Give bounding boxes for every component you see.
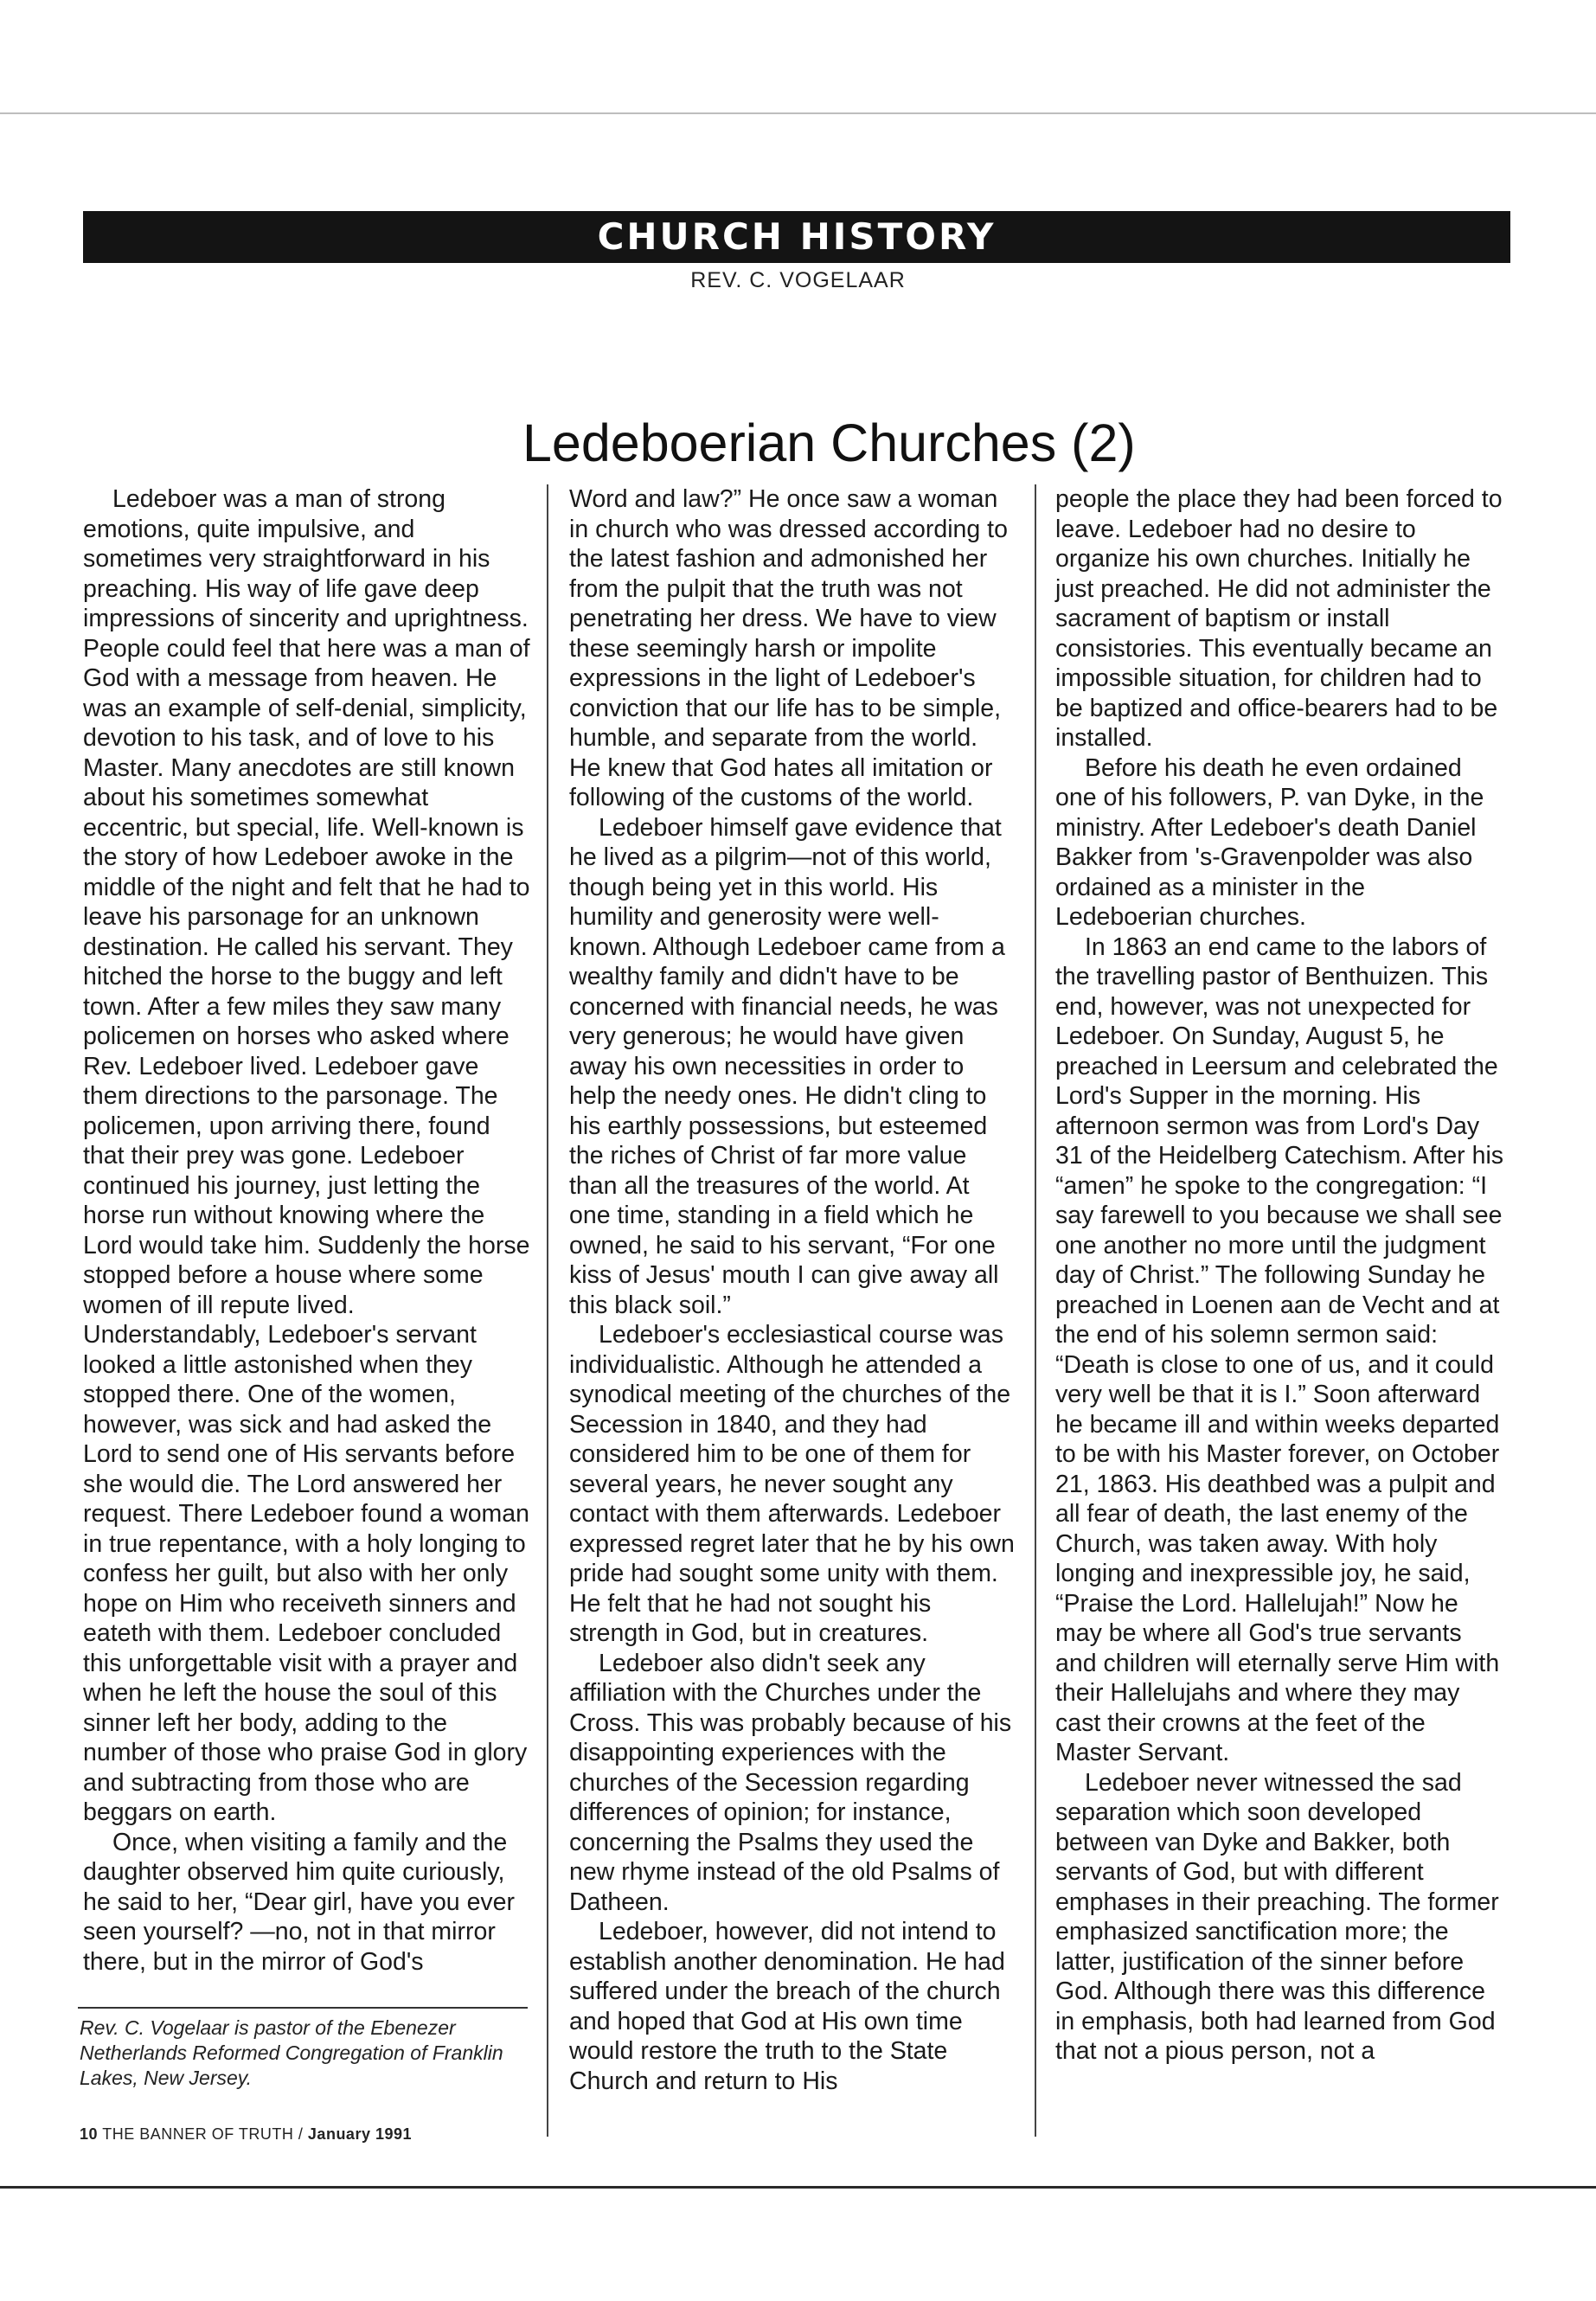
paragraph: Ledeboer's ecclesiastical course was individualistic. Although he attended a synodical meeting of the churches of the Secession in 1840, and they had considered him to be one of them for several years, he never sought any contact with them afterwards. Ledeboer expressed regret later that he by his own pride had sought some unity with them. He felt that he had not sought his strength in God, but in creatures. [569,1321,1015,1647]
page-bottom-border [0,2186,1596,2189]
paragraph: Once, when visiting a family and the daughter observed him quite curiously, he said to her, “Dear girl, have you ever seen yourself? —no, not in that mirror there, but in the mirror of God's [83,1828,516,1976]
article-title: Ledeboerian Churches (2) [522,413,1136,472]
paragraph: Ledeboer also didn't seek any affiliation with the Churches under the Cross. This was probably because of his disappointing experiences with the churches of the Secession regarding differences of opinion; for instance, concerning the Psalms they used the new rhyme instead of the old Psalms of Datheen. [569,1649,1012,1916]
author-note: Rev. C. Vogelaar is pastor of the Ebenezer Netherlands Reformed Congregation of Franklin Lakes, New Jersey. [80,2016,503,2089]
issue-date: January 1991 [307,2125,413,2143]
author-byline: REV. C. VOGELAAR [690,268,906,292]
publication-name: THE BANNER OF TRUTH / [102,2125,304,2143]
column-divider [1035,484,1036,2137]
article-column-3 [1055,484,1505,2067]
section-title: CHURCH HISTORY [597,215,997,258]
paragraph: Ledeboer was a man of strong emotions, quite impulsive, and sometimes very straightforward in his preaching. His way of life gave deep impressions of sincerity and uprightness. People could feel that here was a man of God with a message from heaven. He was an example of self-denial, simplicity, devotion to his task, and of love to his Master. Many anecdotes are still known about his sometimes somewhat eccentric, but special, life. Well-known is the story of how Ledeboer awoke in the middle of the night and felt that he had to leave his parsonage for an unknown destination. He called his servant. They hitched the horse to the buggy and left town. After a few miles they saw many policemen on horses who asked where Rev. Ledeboer lived. Ledeboer gave them directions to the parsonage. The policemen, upon arriving there, found that their prey was gone. Ledeboer continued his journey, just letting the horse run without knowing where the Lord would take him. Suddenly the horse stopped before a house where some women of ill repute lived. Understandably, Ledeboer's servant looked a little astonished when they stopped there. One of the women, however, was sick and had asked the Lord to send one of His servants before she would die. The Lord answered her request. There Ledeboer found a woman in true repentance, with a holy longing to confess her guilt, but also with her only hope on Him who receiveth sinners and eateth with them. Ledeboer concluded this unforgettable visit with a prayer and when he left the house the soul of this sinner left her body, adding to the number of those who praise God in glory and subtracting from those who are beggars on earth. [83,485,530,1826]
article-column-2 [569,484,1016,2096]
column-divider [547,484,548,2137]
section-header-bar [83,211,1510,263]
paragraph: Word and law?” He once saw a woman in church who was dressed according to the latest fashion and admonished her from the pulpit that the truth was not penetrating her dress. We have to view these seemingly harsh or impolite expressions in the light of Ledeboer's conviction that our life has to be simple, humble, and separate from the world. He knew that God hates all imitation or following of the customs of the world. [569,485,1008,811]
page-footer [80,2125,412,2144]
paragraph: Ledeboer never witnessed the sad separation which soon developed between van Dyke and Bakker, both servants of God, but with different emphases in their preaching. The former emphasized sanctification more; the latter, justification of the sinner before God. Although there was this difference in emphasis, both had learned from God that not a pious person, not a [1055,1768,1499,2065]
paragraph: Before his death he even ordained one of his followers, P. van Dyke, in the ministry. After Ledeboer's death Daniel Bakker from 's-Gravenpolder was also ordained as a minister in the Ledeboerian churches. [1055,753,1484,931]
author-note-rule [78,2007,528,2009]
paragraph: In 1863 an end came to the labors of the travelling pastor of Benthuizen. This end, however, was not unexpected for Ledeboer. On Sunday, August 5, he preached in Leersum and celebrated the Lord's Supper in the morning. His afternoon sermon was from Lord's Day 31 of the Heidelberg Catechism. After his “amen” he spoke to the congregation: “I say farewell to you because we shall see one another no more until the judgment day of Christ.” The following Sunday he preached in Loenen aan de Vecht and at the end of his solemn sermon said: “Death is close to one of us, and it could very well be that it is I.” Soon afterward he became ill and within weeks departed to be with his Master forever, on October 21, 1863. His deathbed was a pulpit and all fear of death, the last enemy of the Church, was taken away. With holy longing and inexpressible joy, he said, “Praise the Lord. Hallelujah!” Now he may be where all God's true servants and children will eternally serve Him with their Hallelujahs and where they may cast their crowns at the feet of the Master Servant. [1055,933,1504,1766]
paragraph: Ledeboer himself gave evidence that he lived as a pilgrim—not of this world, though being yet in this world. His humility and generosity were well-known. Although Ledeboer came from a wealthy family and didn't have to be concerned with financial needs, he was very generous; he would have given away his own necessities in order to help the needy ones. He didn't cling to his earthly possessions, but esteemed the riches of Christ of far more value than all the treasures of the world. At one time, standing in a field which he owned, he said to his servant, “For one kiss of Jesus' mouth I can give away all this black soil.” [569,813,1005,1319]
page-number: 10 [80,2125,99,2143]
article-column-1 [83,484,535,1977]
paragraph: Ledeboer, however, did not intend to establish another denomination. He had suffered under the breach of the church and hoped that God at His own time would restore the truth to the State Church and return to His [569,1918,1005,2095]
paragraph: people the place they had been forced to leave. Ledeboer had no desire to organize his own churches. Initially he just preached. He did not administer the sacrament of baptism or install consistories. This eventually became an impossible situation, for children had to be baptized and office-bearers had to be installed. [1055,485,1503,752]
page-top-border [0,112,1596,114]
